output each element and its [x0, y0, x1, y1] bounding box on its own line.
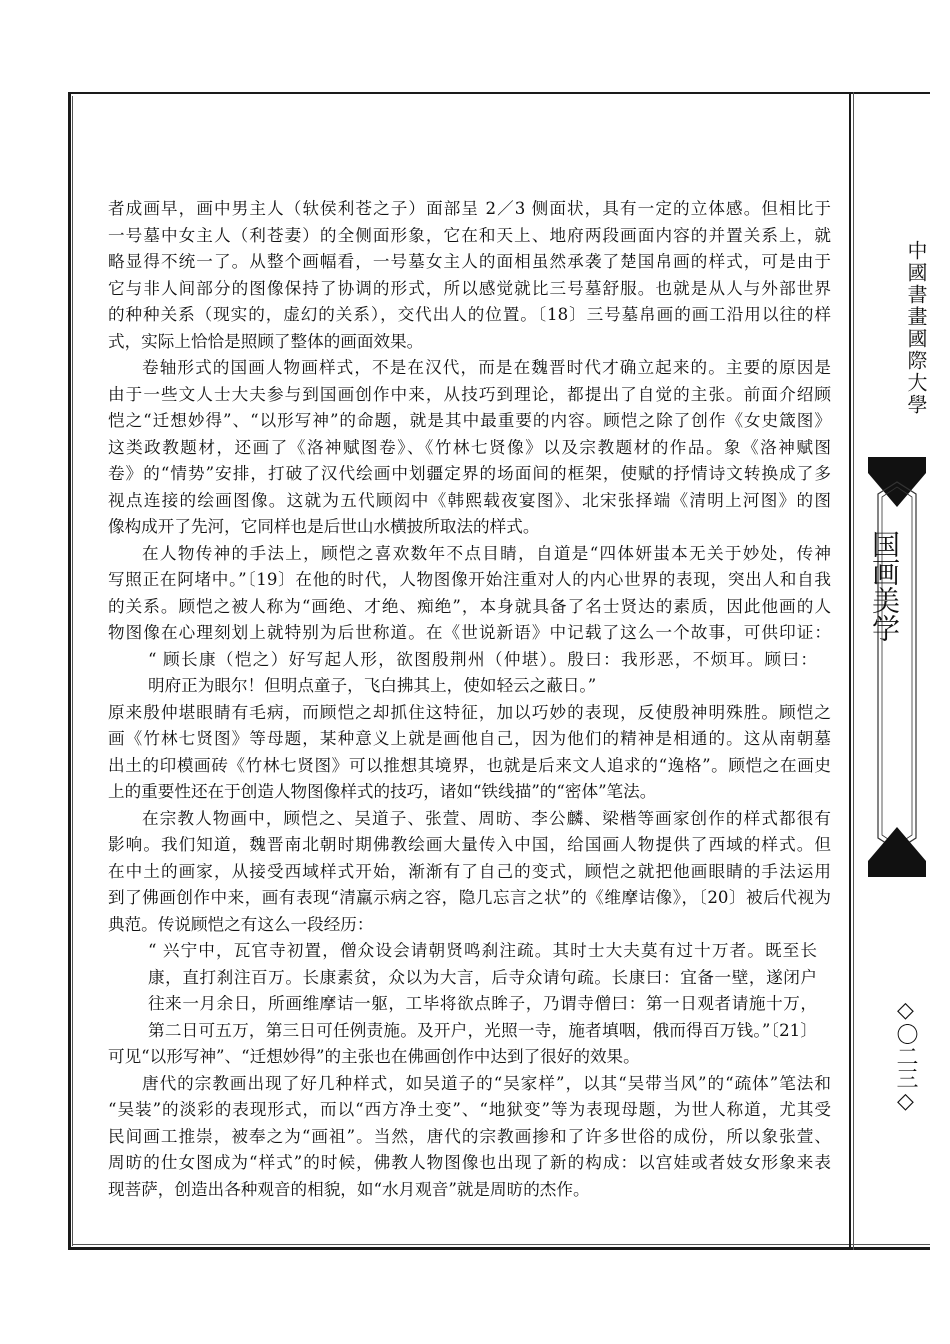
text-line: 到了佛画创作中来，画有表现“清羸示病之容，隐几忘言之状”的《维摩诘像》，〔20〕被后代视为	[108, 888, 831, 907]
frame-bottom-line	[72, 1244, 930, 1245]
text-line: 写照正在阿堵中。”〔19〕在他的时代，人物图像开始注重对人的内心世界的表现，突出人和自我	[108, 570, 831, 589]
text-line: 这类政教题材，还画了《洛神赋图卷》、《竹林七贤像》以及宗教题材的作品。象《洛神赋图	[108, 437, 831, 457]
text-line: 由于一些文人士大夫参与到国画创作中来，从技巧到理论，都提出了自觉的主张。前面介绍顾	[108, 384, 831, 404]
text-line: 的关系。顾恺之被人称为“画绝、才绝、痴绝”，本身就具备了名士贤达的素质，因此他画的人	[108, 596, 831, 616]
text-line: 上的重要性还在于创造人物图像样式的技巧，诸如“铁线描”的“密体”笔法。	[108, 782, 657, 801]
book-title: 国画美学	[868, 530, 901, 642]
text-line: 一号墓中女主人（利苍妻）的全侧面形象，它在和天上、地府两段画面内容的并置关系上，就	[108, 225, 831, 245]
title-bar-bottom	[868, 867, 926, 877]
side-divider	[849, 92, 851, 1250]
text-line: 的种种关系（现实的，虚幻的关系），交代出人的位置。〔18〕三号墓帛画的画工沿用以往的样	[108, 305, 831, 324]
text-line: 恺之“迁想妙得”、“以形写神”的命题，就是其中最重要的内容。顾恺之除了创作《女史箴图》	[108, 411, 831, 430]
main-text	[108, 196, 831, 1203]
text-line: 唐代的宗教画出现了好几种样式，如吴道子的“吴家样”，以其“吴带当风”的“疏体”笔法和	[142, 1073, 831, 1093]
side-divider-inner	[853, 92, 854, 1250]
text-line: 物图像在心理刻划上就特别为后世称道。在《世说新语》中记载了这么一个故事，可供印证：	[108, 623, 831, 642]
text-line: 出土的印模画砖《竹林七贤图》可以推想其境界，也就是后来文人追求的“逸格”。顾恺之在画史	[108, 755, 831, 775]
text-line: 第二日可五万，第三日可任例责施。及开户，光照一寺，施者填咽，俄而得百万钱。”〔21〕	[148, 1020, 817, 1040]
text-line: 在宗教人物画中，顾恺之、吴道子、张萱、周昉、李公麟、梁楷等画家创作的样式都很有	[142, 808, 831, 828]
text-line: 原来殷仲堪眼睛有毛病，而顾恺之却抓住这特征，加以巧妙的表现，反使殷神明殊胜。顾恺之	[108, 702, 831, 722]
text-line: 在人物传神的手法上，顾恺之喜欢数年不点目睛，自道是“四体妍蚩本无关于妙处，传神	[142, 543, 831, 563]
text-line: 影响。我们知道，魏晋南北朝时期佛教绘画大量传入中国，给国画人物提供了西域的样式。但	[108, 835, 831, 854]
text-line: 在中土的画家，从接受西域样式开始，渐渐有了自己的变式，顾恺之就把他画眼睛的手法运用	[108, 861, 831, 881]
text-line: 者成画早，画中男主人（轪侯利苍之子）面部呈 2／3 侧面状，具有一定的立体感。但相比于	[108, 199, 831, 218]
title-bar-top	[868, 457, 926, 467]
text-line: 往来一月余日，所画维摩诘一躯，工毕将欲点眸子，乃谓寺僧曰：第一日观者请施十万，	[148, 994, 817, 1013]
text-line: 民间画工推崇，被奉之为“画祖”。当然，唐代的宗教画掺和了许多世俗的成份，所以象张萱、	[108, 1126, 831, 1146]
text-line: 它与非人间部分的图像保持了协调的形式，所以感觉就比三号墓舒服。也就是从人与外部世界	[108, 278, 831, 298]
text-line: “吴装”的淡彩的表现形式，而以“西方净土变”、“地狱变”等为表现母题，为世人称道，尤其受	[108, 1100, 831, 1119]
page-number: ◇〇二三◇	[893, 998, 918, 1114]
text-line: 式，实际上恰恰是照顾了整体的画面效果。	[108, 331, 424, 351]
text-line: 画《竹林七贤图》等母题，某种意义上就是画他自己，因为他们的精神是相通的。这从南朝墓	[108, 729, 831, 748]
text-line: 明府正为眼尔！但明点童子，飞白拂其上，使如轻云之蔽日。”	[148, 676, 597, 695]
text-line: 略显得不统一了。从整个画幅看，一号墓女主人的面相虽然承袭了楚国帛画的样式，可是由于	[108, 252, 831, 271]
text-line: 康，直打刹注百万。长康素贫，众以为大言，后寺众请句疏。长康曰：宜备一壁，遂闭户	[148, 967, 817, 987]
frame-inner-line	[72, 96, 73, 1246]
text-line: 像构成开了先河，它同样也是后世山水横披所取法的样式。	[108, 517, 540, 536]
text-line: 周昉的仕女图成为“样式”的时候，佛教人物图像也出现了新的构成：以宫娃或者妓女形象来表	[108, 1153, 831, 1172]
text-line: 视点连接的绘画图像。这就为五代顾闳中《韩熙载夜宴图》、北宋张择端《清明上河图》的图	[108, 490, 831, 510]
text-line: 卷》的“情势”安排，打破了汉代绘画中划疆定界的场面间的框架，使赋的抒情诗文转换成了多	[108, 464, 831, 483]
text-line: 现菩萨，创造出各种观音的相貌，如“水月观音”就是周昉的杰作。	[108, 1179, 590, 1199]
text-line: 典范。传说顾恺之有这么一段经历：	[108, 914, 374, 934]
text-line: “ 兴宁中，瓦官寺初置，僧众设会请朝贤鸣刹注疏。其时士大夫莫有过十万者。既至长	[148, 941, 817, 960]
text-line: “ 顾长康（恺之）好写起人形，欲图殷荆州（仲堪）。殷曰：我形恶，不烦耳。顾曰：	[148, 649, 817, 669]
university-name: 中國書畫國際大學	[904, 240, 928, 416]
text-line: 卷轴形式的国画人物画样式，不是在汉代，而是在魏晋时代才确立起来的。主要的原因是	[142, 358, 831, 377]
text-line: 可见“以形写神”、“迁想妙得”的主张也在佛画创作中达到了很好的效果。	[108, 1047, 640, 1066]
title-wedge-bottom	[868, 827, 926, 867]
